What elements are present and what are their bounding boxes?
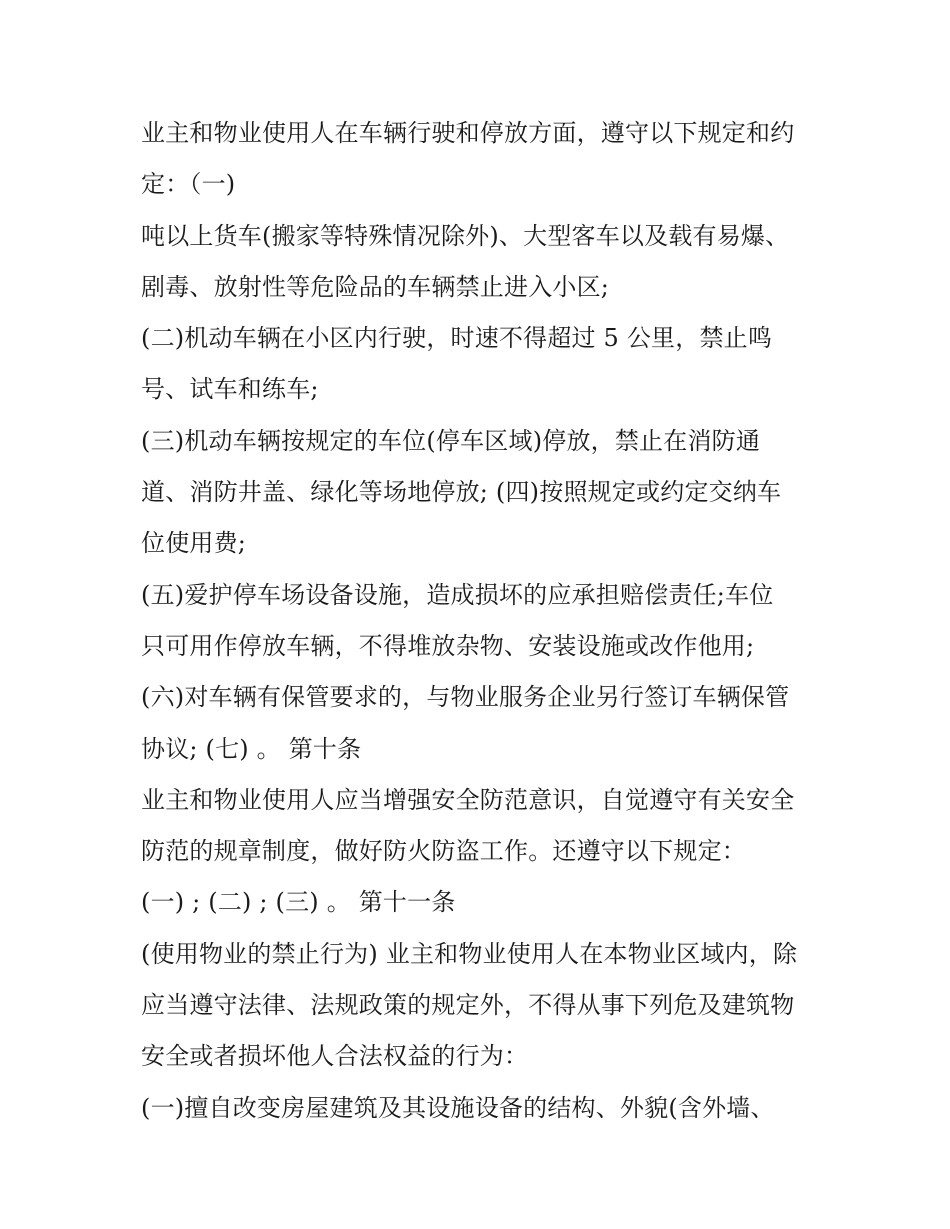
text-line: 只可用作停放车辆，不得堆放杂物、安装设施或改作他用;	[141, 631, 755, 660]
text-line: 协议; (七) 。 第十条	[141, 734, 362, 763]
text-line: 定：（一)	[141, 170, 236, 199]
text-line: (一)擅自改变房屋建筑及其设施设备的结构、外貌(含外墙、	[141, 1093, 775, 1122]
text-line: 防范的规章制度，做好防火防盗工作。还遵守以下规定：	[141, 837, 746, 866]
text-line: (二)机动车辆在小区内行驶，时速不得超过 5 公里，禁止鸣	[141, 324, 773, 353]
text-line: 吨以上货车(搬家等特殊情况除外)、大型客车以及载有易爆、	[141, 221, 790, 250]
text-line: (使用物业的禁止行为) 业主和物业使用人在本物业区域内，除	[141, 939, 798, 968]
text-line: (六)对车辆有保管要求的，与物业服务企业另行签订车辆保管	[141, 683, 790, 712]
text-line: 道、消防井盖、绿化等场地停放; (四)按照规定或约定交纳车	[141, 478, 782, 507]
text-line: 业主和物业使用人应当增强安全防范意识，自觉遵守有关安全	[141, 785, 795, 814]
text-line: 业主和物业使用人在车辆行驶和停放方面，遵守以下规定和约	[141, 119, 795, 147]
text-line: 安全或者损坏他人合法权益的行为：	[141, 1042, 529, 1071]
text-line: 号、试车和练车;	[141, 375, 319, 404]
text-line: (五)爱护停车场设备设施，造成损坏的应承担赔偿责任;车位	[141, 580, 774, 609]
document-body	[141, 108, 821, 1134]
text-line: 剧毒、放射性等危险品的车辆禁止进入小区;	[141, 272, 610, 301]
text-line: 应当遵守法律、法规政策的规定外，不得从事下列危及建筑物	[141, 991, 795, 1020]
text-line: 位使用费;	[141, 529, 247, 558]
text-line: (三)机动车辆按规定的车位(停车区域)停放，禁止在消防通	[141, 426, 761, 455]
text-line: (一) ; (二) ; (三) 。 第十一条	[141, 888, 456, 917]
